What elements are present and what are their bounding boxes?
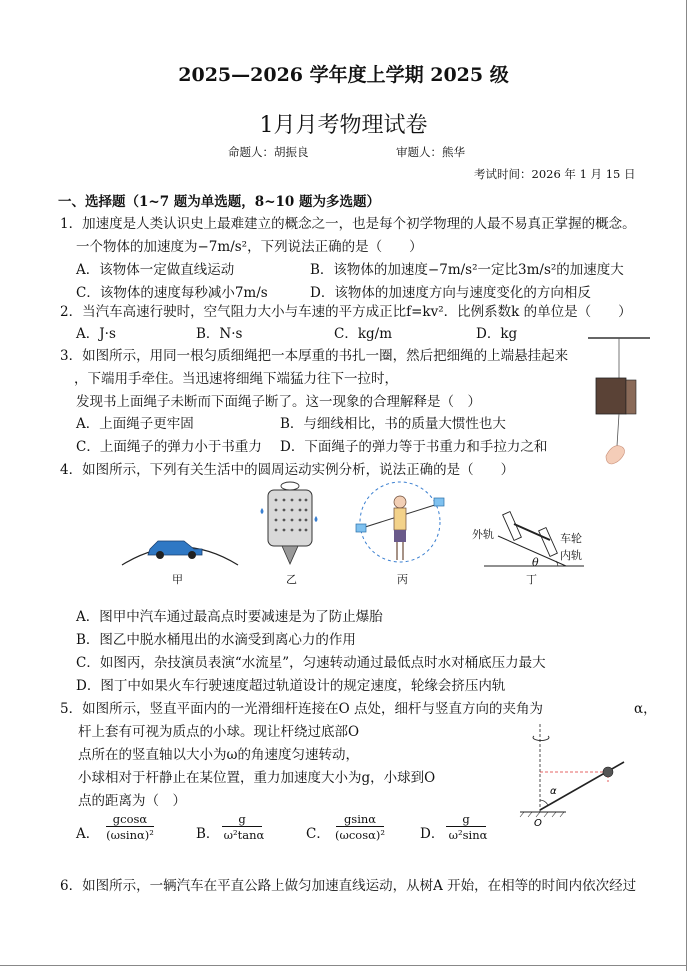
q5-stem1: 5．如图所示，竖直平面内的一光滑细杆连接在O 点处，细杆与竖直方向的夹角为	[60, 701, 543, 717]
label-theta: θ	[532, 556, 539, 569]
bucket-right	[434, 498, 444, 506]
rotation-arrow-icon	[281, 482, 299, 490]
q4-option-a[interactable]: A．图甲中汽车通过最高点时要减速是为了防止爆胎	[76, 609, 383, 625]
q4-option-b[interactable]: B．图乙中脱水桶甩出的水滴受到离心力的作用	[76, 632, 356, 648]
alpha-arc	[540, 800, 548, 805]
water-drop-right	[315, 516, 318, 522]
label-outer-rail: 外轨	[472, 528, 494, 541]
q5-stem5: 点的距离为（ ）	[78, 793, 186, 809]
q3-option-b[interactable]: B．与细线相比，书的质量大惯性也大	[280, 416, 506, 432]
q1-option-d[interactable]: D．该物体的加速度方向与速度变化的方向相反	[310, 285, 591, 301]
q3-option-a[interactable]: A．上面绳子更牢固	[76, 416, 194, 432]
label-inner-rail: 内轨	[560, 549, 582, 562]
caption-bing: 丙	[397, 573, 408, 586]
q5-stem2: 杆上套有可视为质点的小球。现让杆绕过底部O	[78, 724, 360, 740]
q5-option-a-label[interactable]: A．	[76, 826, 100, 842]
hand-icon	[606, 446, 625, 464]
q4-fig-jia	[120, 515, 240, 570]
performer-skirt	[394, 530, 406, 542]
caption-ding: 丁	[526, 573, 537, 586]
q3-stem1: 3．如图所示，用同一根匀质细绳把一本厚重的书扎一圈，然后把细绳的上端悬挂起来	[60, 348, 569, 364]
q3-option-c[interactable]: C．上面绳子的弹力小于书重力	[76, 439, 262, 455]
q2-option-d[interactable]: D．kg	[476, 326, 518, 342]
q3-book-figure	[588, 334, 650, 470]
q5-stem3: 点所在的竖直轴以大小为ω的角速度匀速转动，	[78, 747, 360, 763]
section-heading: 一、选择题（1~7 题为单选题，8~10 题为多选题）	[58, 194, 380, 210]
q1-stem1: 1．加速度是人类认识史上最难建立的概念之一，也是每个初学物理的人最不易真正掌握的概念。	[60, 216, 636, 232]
q1-option-a[interactable]: A．该物体一定做直线运动	[76, 262, 235, 278]
fig-o-label: O	[534, 818, 542, 829]
q5-option-b-label[interactable]: B．	[196, 826, 220, 842]
q5-option-d-label[interactable]: D．	[420, 826, 445, 842]
exam-time: 考试时间：2026 年 1 月 15 日	[474, 167, 636, 181]
caption-jia: 甲	[172, 573, 183, 586]
water-drop-left	[261, 508, 264, 514]
q5-option-d-num: g	[446, 812, 486, 827]
book	[596, 378, 626, 414]
dryer-drum	[268, 490, 312, 546]
setter: 命题人：胡振良	[228, 145, 309, 159]
q4-fig-bing	[352, 478, 448, 570]
q5-option-c-label[interactable]: C．	[306, 826, 330, 842]
q5-option-c-num: gsinα	[336, 812, 384, 827]
base-hatch	[520, 812, 564, 817]
reviewer: 审题人：熊华	[396, 145, 465, 159]
q5-option-b-num: g	[222, 812, 262, 827]
q4-stem: 4．如图所示，下列有关生活中的圆周运动实例分析，说法正确的是（ ）	[60, 462, 515, 478]
q2-option-a[interactable]: A．J·s	[76, 326, 116, 342]
q2-option-b[interactable]: B．N·s	[196, 326, 243, 342]
label-wheel: 车轮	[560, 532, 582, 545]
wheel-inner	[539, 528, 558, 557]
fig-alpha-label: α	[550, 786, 557, 797]
title-line1: 2025—2026 学年度上学期 2025 级	[178, 64, 509, 86]
q4-option-d[interactable]: D．图丁中如果火车行驶速度超过轨道设计的规定速度，轮缘会挤压内轨	[76, 678, 506, 694]
q1-option-b[interactable]: B．该物体的加速度−7m/s²一定比3m/s²的加速度大	[310, 262, 624, 278]
q3-option-d[interactable]: D．下面绳子的弹力等于书重力和手拉力之和	[280, 439, 548, 455]
q3-stem3: 发现书上面绳子未断而下面绳子断了。这一现象的合理解释是（ ）	[76, 394, 481, 410]
q5-option-c-den: (ωcosα)²	[335, 828, 385, 842]
q3-stem2: ，下端用手牵住。当迅速将细绳下端猛力往下一拉时，	[74, 371, 398, 387]
q5-rod-figure	[516, 722, 628, 830]
q5-option-a-num: gcosα	[106, 812, 154, 827]
drum-base	[282, 546, 298, 564]
performer-body	[394, 508, 406, 530]
performer-head	[394, 496, 406, 508]
q6-stem: 6．如图所示，一辆汽车在平直公路上做匀加速直线运动，从树A 开始，在相等的时间内依次经过	[60, 878, 637, 894]
car-wheel-rear	[188, 551, 196, 559]
caption-yi: 乙	[286, 573, 297, 586]
q5-option-d-den: ω²sinα	[448, 828, 488, 842]
page-border-bottom	[0, 965, 687, 966]
lower-string	[617, 414, 619, 446]
book-spine	[626, 380, 636, 414]
bucket-left	[356, 524, 366, 532]
q1-option-c[interactable]: C．该物体的速度每秒减小7m/s	[76, 285, 268, 301]
q2-stem: 2．当汽车高速行驶时，空气阻力大小与车速的平方成正比f=kv²．比例系数k 的单位是（ ）	[60, 304, 632, 320]
q5-stem4: 小球相对于杆静止在某位置，重力加速度大小为g，小球到O	[78, 770, 436, 786]
q5-alpha-tail: α，	[634, 701, 657, 717]
q5-option-a-den: (ωsinα)²	[106, 828, 154, 842]
rotation-arrow-icon	[533, 736, 549, 740]
title-line2: 1月月考物理试卷	[259, 113, 428, 138]
q2-option-c[interactable]: C．kg/m	[334, 326, 393, 342]
q1-stem2: 一个物体的加速度为−7m/s²，下列说法正确的是（ ）	[76, 239, 423, 255]
car-wheel-front	[156, 551, 164, 559]
q4-fig-yi	[258, 478, 322, 570]
q5-option-b-den: ω²tanα	[223, 828, 265, 842]
q4-option-c[interactable]: C．如图丙，杂技演员表演“水流星”，匀速转动通过最低点时水对桶底压力最大	[76, 655, 546, 671]
ball	[603, 767, 613, 777]
